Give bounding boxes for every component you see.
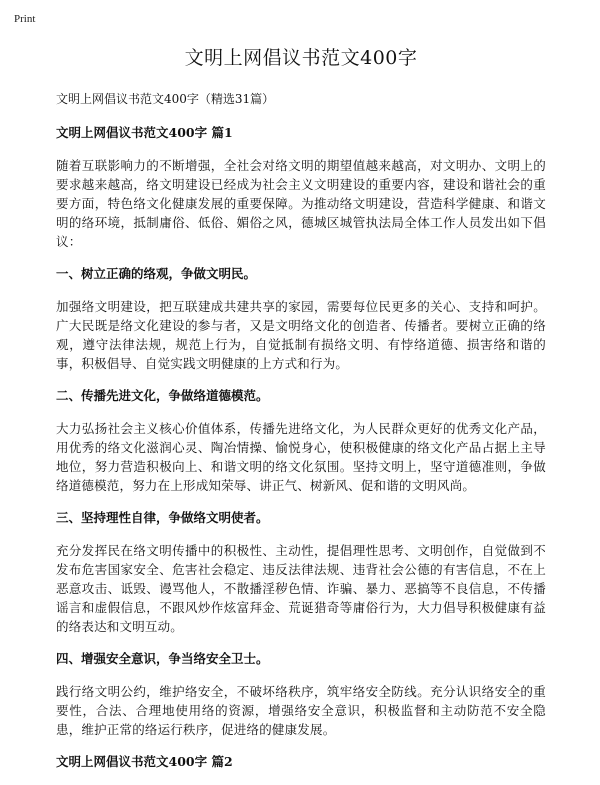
item-paragraph-1: 加强络文明建设，把互联建成共建共享的家园，需要每位民更多的关心、支持和呵护。广大民既是络文化建设的参与者，又是文明络文化的创造者、传播者。要树立正确的络观，遵守法律法规，规范上行为，自觉抵制有损络文明、有悖络道德、损害络和谐的事，积极倡导、自觉实践文明健康的上方式和行为。 [56, 299, 546, 371]
item-paragraph-3: 充分发挥民在络文明传播中的积极性、主动性，提倡理性思考、文明创作，自觉做到不发布危害国家安全、危害社会稳定、违反法律法规、违背社会公德的有害信息，不在上恶意攻击、诋毁、谩骂他人，不散播淫秽色情、诈骗、暴力、恶搞等不良信息，不传播谣言和虚假信息，不跟风炒作炫富拜金、荒诞猎奇等庸俗行为，大力倡导积极健康有益的络表达和文明互动。 [56, 543, 546, 634]
item-heading-1: 一、树立正确的络观，争做文明民。 [56, 266, 257, 281]
document-subtitle: 文明上网倡议书范文400字（精选31篇） [56, 92, 275, 106]
print-link[interactable]: Print [14, 13, 36, 25]
section-heading-1: 文明上网倡议书范文400字 篇1 [56, 125, 233, 140]
item-paragraph-4: 践行络文明公约，维护络安全，不破坏络秩序，筑牢络安全防线。充分认识络安全的重要性，合法、合理地使用络的资源，增强络安全意识，积极监督和主动防范不安全隐患，维护正常的络运行秩序，促进络的健康发展。 [56, 684, 546, 737]
section-heading-2: 文明上网倡议书范文400字 篇2 [56, 754, 233, 769]
item-heading-4: 四、增强安全意识，争当络安全卫士。 [56, 651, 269, 666]
document-page [56, 44, 546, 785]
item-heading-3: 三、坚持理性自律，争做络文明使者。 [56, 510, 269, 525]
item-paragraph-2: 大力弘扬社会主义核心价值体系，传播先进络文化，为人民群众更好的优秀文化产品，用优秀的络文化滋润心灵、陶冶情操、愉悦身心，使积极健康的络文化产品占据上主导地位，努力营造积极向上、和谐文明的络文化氛围。坚持文明上，坚守道德准则，争做络道德模范，努力在上形成知荣辱、讲正气、树新风、促和谐的文明风尚。 [56, 421, 546, 493]
page-title: 文明上网倡议书范文400字 [184, 47, 418, 69]
intro-paragraph: 随着互联影响力的不断增强，全社会对络文明的期望值越来越高，对文明办、文明上的要求越来越高，络文明建设已经成为社会主义文明建设的重要内容，建设和谐社会的重要方面，特色络文化健康发展的重要保障。为推动络文明建设，营造科学健康、和谐文明的络环境，抵制庸俗、低俗、媚俗之风，德城区城管执法局全体工作人员发出如下倡议： [56, 158, 546, 249]
item-heading-2: 二、传播先进文化，争做络道德模范。 [56, 388, 269, 403]
